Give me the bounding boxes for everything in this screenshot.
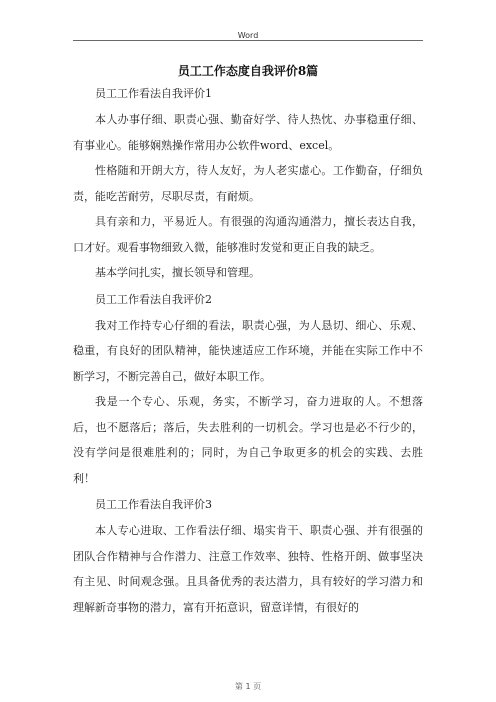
section-heading: 员工工作看法自我评价3 (95, 498, 212, 511)
page-number: 第 1 页 (234, 682, 262, 691)
paragraph: 我是一个专心、乐观，务实，不断学习，奋力进取的人。不想落后，也不愿落后；落后，失去胜利的一切机会。学习也是必不行少的，没有学问是很难胜利的；同时，为自己争取更多的机会的实践、去胜利！ (73, 395, 423, 485)
paragraph: 我对工作持专心仔细的看法，职责心强，为人恳切、细心、乐观、稳重，有良好的团队精神，能快速适应工作环境，并能在实际工作中不断学习，不断完善自己，做好本职工作。 (73, 318, 423, 383)
section-heading: 员工工作看法自我评价1 (95, 87, 212, 100)
paragraph: 基本学问扎实，擅长领导和管理。 (95, 266, 260, 279)
document-body (73, 62, 423, 620)
paragraph: 性格随和开朗大方，待人友好，为人老实虚心。工作勤奋，仔细负责，能吃苦耐劳，尽职尽责，有耐烦。 (73, 164, 423, 203)
section-heading: 员工工作看法自我评价2 (95, 292, 212, 306)
header-app-label: Word (237, 31, 259, 40)
paragraph: 本人办事仔细、职责心强、勤奋好学、待人热忱、办事稳重仔细、有事业心。能够娴熟操作常用办公软件word、excel。 (73, 113, 423, 152)
paragraph: 本人专心进取、工作看法仔细、塌实肯干、职责心强、并有很强的团队合作精神与合作潜力、注意工作效率、独特、性格开朗、做事坚决有主见、时间观念强。且具备优秀的表达潜力，具有较好的学习潜力和理解新奇事物的潜力，富有开拓意识，留意详情，有很好的 (73, 524, 423, 614)
paragraph: 具有亲和力，平易近人。有很强的沟通沟通潜力，擅长表达自我，口才好。观看事物细致入微，能够准时发觉和更正自我的缺乏。 (73, 215, 423, 254)
document-title: 员工工作态度自我评价8篇 (177, 64, 319, 78)
page-header (73, 0, 423, 41)
